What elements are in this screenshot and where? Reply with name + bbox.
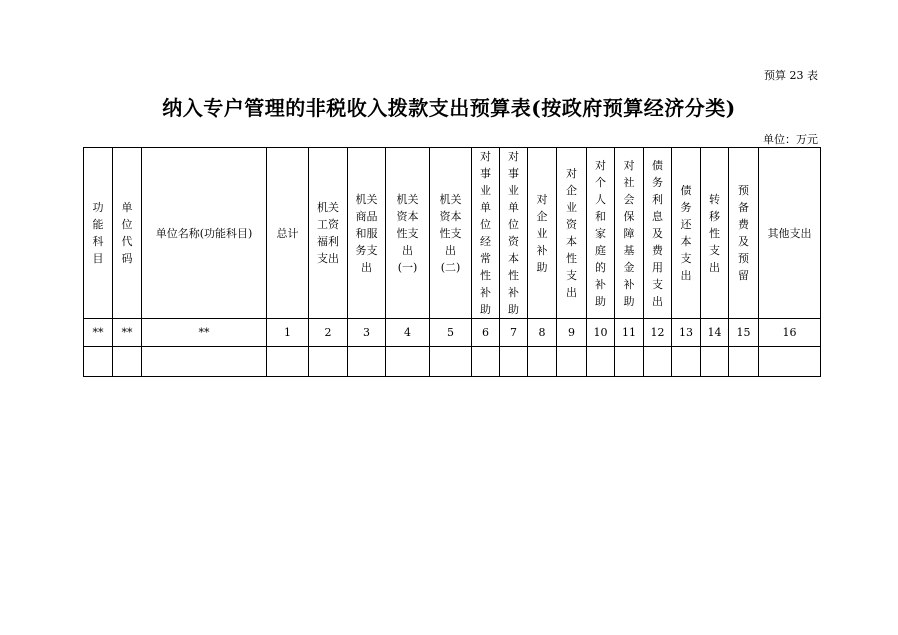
- data-row: [84, 347, 821, 377]
- col-total: 总计: [267, 148, 309, 319]
- col-reserve: 预备费及预留: [729, 148, 759, 319]
- data-cell: [587, 347, 615, 377]
- data-cell: [430, 347, 472, 377]
- data-cell: [386, 347, 430, 377]
- col-debt-interest: 债务利息及费用支出: [644, 148, 672, 319]
- index-cell: 5: [430, 319, 472, 347]
- data-cell: [84, 347, 113, 377]
- index-cell: 4: [386, 319, 430, 347]
- index-cell: 8: [528, 319, 557, 347]
- data-cell: [500, 347, 528, 377]
- index-cell: 3: [348, 319, 386, 347]
- index-cell: 16: [759, 319, 821, 347]
- page-title: 纳入专户管理的非税收入拨款支出预算表(按政府预算经济分类): [162, 96, 736, 120]
- col-debt-principal: 债务还本支出: [672, 148, 701, 319]
- unit-label: 单位：万元: [763, 133, 818, 146]
- data-cell: [528, 347, 557, 377]
- data-cell: [142, 347, 267, 377]
- col-capital-2: 机关资本性支出(二): [430, 148, 472, 319]
- index-cell: **: [142, 319, 267, 347]
- data-cell: [615, 347, 644, 377]
- col-capital-1: 机关资本性支出(一): [386, 148, 430, 319]
- index-cell: 12: [644, 319, 672, 347]
- col-other: 其他支出: [759, 148, 821, 319]
- col-household-subsidy: 对个人和家庭的补助: [587, 148, 615, 319]
- col-inst-regular-subsidy: 对事业单位经常性补助: [472, 148, 500, 319]
- col-wages-welfare: 机关工资福利支出: [309, 148, 348, 319]
- data-cell: [309, 347, 348, 377]
- col-transfer: 转移性支出: [701, 148, 729, 319]
- data-cell: [472, 347, 500, 377]
- data-cell: [557, 347, 587, 377]
- data-cell: [113, 347, 142, 377]
- data-cell: [672, 347, 701, 377]
- data-cell: [348, 347, 386, 377]
- col-function-subject: 功能科目: [84, 148, 113, 319]
- index-cell: 7: [500, 319, 528, 347]
- budget-table: [83, 147, 821, 377]
- index-cell: 10: [587, 319, 615, 347]
- index-cell: 13: [672, 319, 701, 347]
- data-cell: [759, 347, 821, 377]
- index-cell: 15: [729, 319, 759, 347]
- index-cell: 6: [472, 319, 500, 347]
- index-cell: 9: [557, 319, 587, 347]
- col-social-security: 对社会保障基金补助: [615, 148, 644, 319]
- col-goods-services: 机关商品和服务支出: [348, 148, 386, 319]
- index-row: [84, 319, 821, 347]
- col-enterprise-capital: 对企业资本性支出: [557, 148, 587, 319]
- index-cell: **: [113, 319, 142, 347]
- data-cell: [701, 347, 729, 377]
- data-cell: [644, 347, 672, 377]
- index-cell: 14: [701, 319, 729, 347]
- data-cell: [267, 347, 309, 377]
- index-cell: 2: [309, 319, 348, 347]
- page-label: 预算 23 表: [764, 69, 818, 82]
- col-unit-name: 单位名称(功能科目): [142, 148, 267, 319]
- header-row: [84, 148, 821, 319]
- col-enterprise-subsidy: 对企业补助: [528, 148, 557, 319]
- col-inst-capital-subsidy: 对事业单位资本性补助: [500, 148, 528, 319]
- index-cell: **: [84, 319, 113, 347]
- index-cell: 1: [267, 319, 309, 347]
- data-cell: [729, 347, 759, 377]
- index-cell: 11: [615, 319, 644, 347]
- col-unit-code: 单位代码: [113, 148, 142, 319]
